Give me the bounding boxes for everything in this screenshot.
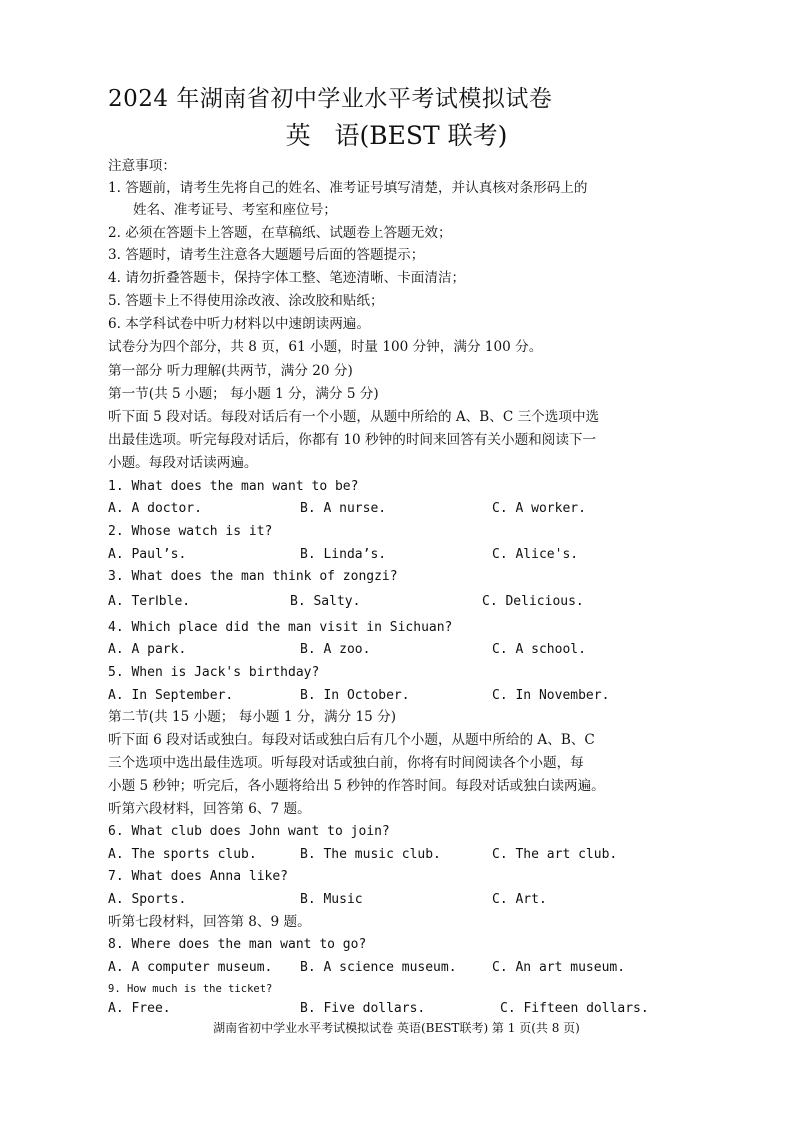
question-7: 7. What does Anna like? xyxy=(108,869,289,884)
section1-instructions-3: 小题。每段对话读两遍。 xyxy=(108,455,258,471)
material-7-heading: 听第七段材料，回答第 8、9 题。 xyxy=(108,914,311,930)
question-3-option-c: C. Delicious. xyxy=(482,594,584,609)
material-6-heading: 听第六段材料，回答第 6、7 题。 xyxy=(108,801,311,817)
question-9: 9. How much is the ticket? xyxy=(108,983,273,995)
question-1-option-a: A. A doctor. xyxy=(108,501,202,516)
exam-summary: 试卷分为四个部分，共 8 页，61 小题，时量 100 分钟，满分 100 分。 xyxy=(108,339,543,355)
question-4-option-b: B. A zoo. xyxy=(300,642,371,657)
question-2: 2. Whose watch is it? xyxy=(108,524,273,539)
question-8-option-a: A. A computer museum. xyxy=(108,960,273,975)
section2-instructions-1: 听下面 6 段对话或独白。每段对话或独白后有几个小题，从题中所给的 A、B、C xyxy=(108,732,595,748)
question-1: 1. What does the man want to be? xyxy=(108,479,359,494)
question-5-option-a: A. In September. xyxy=(108,688,234,703)
question-6: 6. What club does John want to join? xyxy=(108,824,390,839)
question-2-option-a: A. Paul’s. xyxy=(108,547,187,562)
notice-heading: 注意事项： xyxy=(108,158,176,174)
question-4-option-a: A. A park. xyxy=(108,642,187,657)
question-4: 4. Which place did the man visit in Sichuan? xyxy=(108,620,453,635)
question-5-option-c: C. In November. xyxy=(492,688,610,703)
question-5-option-b: B. In October. xyxy=(300,688,410,703)
notice-item-5: 5. 答题卡上不得使用涂改液、涂改胶和贴纸； xyxy=(108,293,384,309)
notice-item-6: 6. 本学科试卷中听力材料以中速朗读两遍。 xyxy=(108,316,370,332)
question-2-option-c: C. Alice's. xyxy=(492,547,579,562)
question-6-option-a: A. The sports club. xyxy=(108,847,257,862)
question-8-option-b: B. A science museum. xyxy=(300,960,457,975)
section1-heading: 第一节(共 5 小题； 每小题 1 分，满分 5 分) xyxy=(108,386,379,402)
question-4-option-c: C. A school. xyxy=(492,642,586,657)
question-6-option-b: B. The music club. xyxy=(300,847,441,862)
part1-heading: 第一部分 听力理解(共两节，满分 20 分) xyxy=(108,363,353,379)
question-6-option-c: C. The art club. xyxy=(492,847,618,862)
section2-instructions-3: 小题 5 秒钟；听完后，各小题将给出 5 秒钟的作答时间。每段对话或独白读两遍。 xyxy=(108,778,605,794)
section1-instructions-2: 出最佳选项。听完每段对话后，你都有 10 秒钟的时间来回答有关小题和阅读下一 xyxy=(108,432,597,448)
question-9-option-c: C. Fifteen dollars. xyxy=(500,1001,649,1016)
notice-item-3: 3. 答题时，请考生注意各大题题号后面的答题提示； xyxy=(108,247,425,263)
question-7-option-c: C. Art. xyxy=(492,892,547,907)
section2-instructions-2: 三个选项中选出最佳选项。听每段对话或独白前，你将有时间阅读各个小题，每 xyxy=(108,755,584,771)
question-3-option-b: B. Salty. xyxy=(290,594,361,609)
question-5: 5. When is Jack's birthday? xyxy=(108,665,320,680)
question-1-option-c: C. A worker. xyxy=(492,501,586,516)
section1-instructions-1: 听下面 5 段对话。每段对话后有一个小题，从题中所给的 A、B、C 三个选项中选 xyxy=(108,409,600,425)
question-9-option-b: B. Five dollars. xyxy=(300,1001,426,1016)
notice-item-2: 2. 必须在答题卡上答题，在草稿纸、试题卷上答题无效； xyxy=(108,225,452,241)
exam-subtitle: 英 语(BEST 联考) xyxy=(285,121,508,150)
notice-item-1-cont: 姓名、准考证号、考室和座位号； xyxy=(133,202,337,218)
question-2-option-b: B. Linda’s. xyxy=(300,547,387,562)
question-7-option-a: A. Sports. xyxy=(108,892,187,907)
question-3-option-a: A. TerⅠble. xyxy=(108,594,191,609)
question-9-option-a: A. Free. xyxy=(108,1001,171,1016)
notice-item-4: 4. 请勿折叠答题卡，保持字体工整、笔迹清晰、卡面清洁； xyxy=(108,270,466,286)
question-8: 8. Where does the man want to go? xyxy=(108,937,367,952)
section2-heading: 第二节(共 15 小题； 每小题 1 分，满分 15 分) xyxy=(108,709,397,725)
notice-item-1: 1. 答题前，请考生先将自己的姓名、准考证号填写清楚，并认真核对条形码上的 xyxy=(108,180,588,196)
question-3: 3. What does the man think of zongzi? xyxy=(108,569,398,584)
page-footer: 湖南省初中学业水平考试模拟试卷 英语(BEST联考) 第 1 页(共 8 页) xyxy=(213,1021,580,1035)
question-1-option-b: B. A nurse. xyxy=(300,501,387,516)
exam-title: 2024 年湖南省初中学业水平考试模拟试卷 xyxy=(108,86,553,112)
question-8-option-c: C. An art museum. xyxy=(492,960,626,975)
question-7-option-b: B. Music xyxy=(300,892,363,907)
